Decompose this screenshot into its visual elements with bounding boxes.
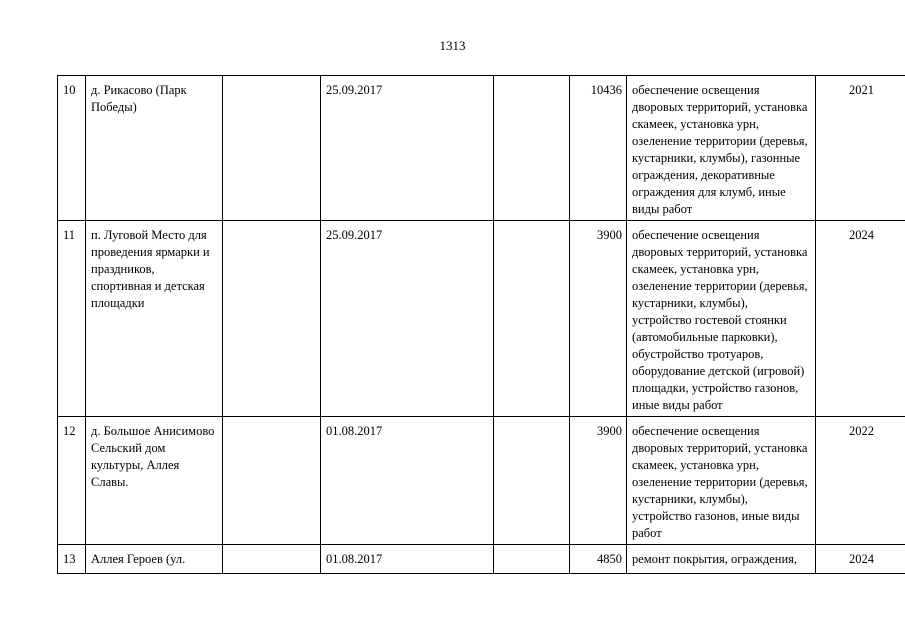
year-cell: 2022 xyxy=(816,417,905,545)
table-row xyxy=(58,221,905,417)
table-row xyxy=(58,417,905,545)
location-cell: Аллея Героев (ул. xyxy=(86,545,223,574)
date-cell: 25.09.2017 xyxy=(321,221,494,417)
empty-cell xyxy=(494,417,570,545)
empty-cell xyxy=(223,76,321,221)
works-cell: обеспечение освещения дворовых территорий, установка скамеек, установка урн, озеленение территории (деревья, кустарники, клумбы), устройство газонов, иные виды работ xyxy=(627,417,816,545)
empty-cell xyxy=(494,76,570,221)
row-number: 12 xyxy=(58,417,86,545)
empty-cell xyxy=(223,417,321,545)
empty-cell xyxy=(494,545,570,574)
works-cell: обеспечение освещения дворовых территорий, установка скамеек, установка урн, озеленение территории (деревья, кустарники, клумбы), устройство гостевой стоянки (автомобильные парковки), обустройство тротуаров, оборудование детской (игровой) площадки, устройство газонов, иные виды работ xyxy=(627,221,816,417)
table-row xyxy=(58,545,905,574)
amount-cell: 3900 xyxy=(570,417,627,545)
empty-cell xyxy=(223,545,321,574)
row-number: 10 xyxy=(58,76,86,221)
empty-cell xyxy=(223,221,321,417)
works-cell: ремонт покрытия, ограждения, xyxy=(627,545,816,574)
works-cell: обеспечение освещения дворовых территорий, установка скамеек, установка урн, озеленение территории (деревья, кустарники, клумбы), газонные ограждения, декоративные ограждения для клумб, иные виды работ xyxy=(627,76,816,221)
empty-cell xyxy=(494,221,570,417)
table-row xyxy=(58,76,905,221)
location-cell: п. Луговой Место для проведения ярмарки и праздников, спортивная и детская площадки xyxy=(86,221,223,417)
row-number: 13 xyxy=(58,545,86,574)
date-cell: 25.09.2017 xyxy=(321,76,494,221)
works-table xyxy=(57,75,905,574)
location-cell: д. Большое Анисимово Сельский дом культуры, Аллея Славы. xyxy=(86,417,223,545)
page-number: 1313 xyxy=(439,38,466,53)
amount-cell: 3900 xyxy=(570,221,627,417)
row-number: 11 xyxy=(58,221,86,417)
amount-cell: 4850 xyxy=(570,545,627,574)
amount-cell: 10436 xyxy=(570,76,627,221)
year-cell: 2021 xyxy=(816,76,905,221)
date-cell: 01.08.2017 xyxy=(321,545,494,574)
date-cell: 01.08.2017 xyxy=(321,417,494,545)
year-cell: 2024 xyxy=(816,545,905,574)
location-cell: д. Рикасово (Парк Победы) xyxy=(86,76,223,221)
year-cell: 2024 xyxy=(816,221,905,417)
